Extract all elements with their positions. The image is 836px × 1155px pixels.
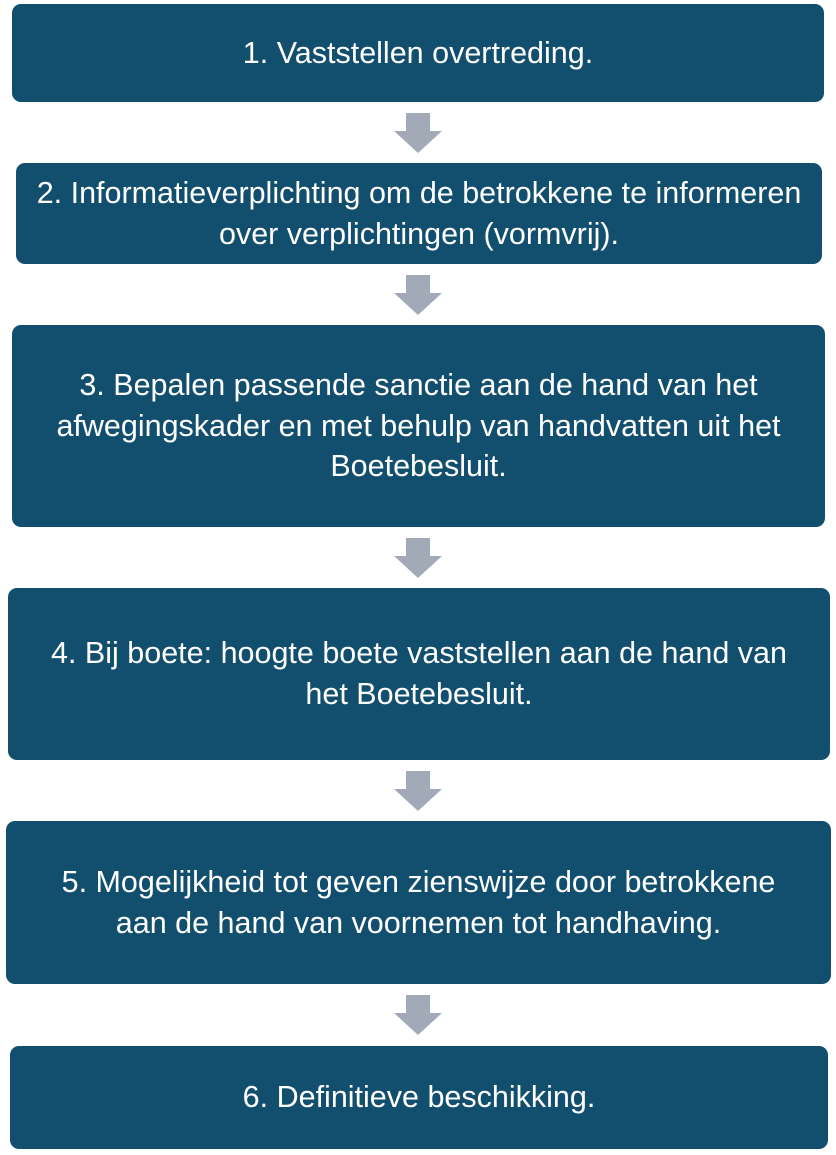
step-3-box: [12, 325, 825, 527]
arrow-down-icon: [394, 771, 442, 811]
arrow-down-icon: [394, 275, 442, 315]
arrow-down-icon: [394, 113, 442, 153]
step-2-box: [16, 163, 822, 264]
step-4-text: 4. Bij boete: hoogte boete vaststellen aan de hand van het Boetebesluit.: [51, 636, 787, 711]
step-6-text: 6. Definitieve beschikking.: [242, 1080, 596, 1115]
step-1-text: 1. Vaststellen overtreding.: [242, 35, 594, 70]
step-5-text: 5. Mogelijkheid tot geven zienswijze door betrokkene aan de hand van voornemen tot handhaving.: [61, 864, 776, 940]
step-5-box: [6, 821, 831, 984]
step-6-box: [10, 1046, 828, 1149]
step-1-box: [12, 4, 824, 102]
step-2-text: 2. Informatieverplichting om de betrokkene te informeren over verplichtingen (vormvrij).: [36, 175, 802, 251]
arrow-down-icon: [394, 538, 442, 578]
step-4-box: [8, 588, 830, 760]
step-3-text: 3. Bepalen passende sanctie aan de hand van het afwegingskader en met behulp van handvatten uit het Boetebesluit.: [56, 368, 781, 484]
arrow-down-icon: [394, 995, 442, 1035]
